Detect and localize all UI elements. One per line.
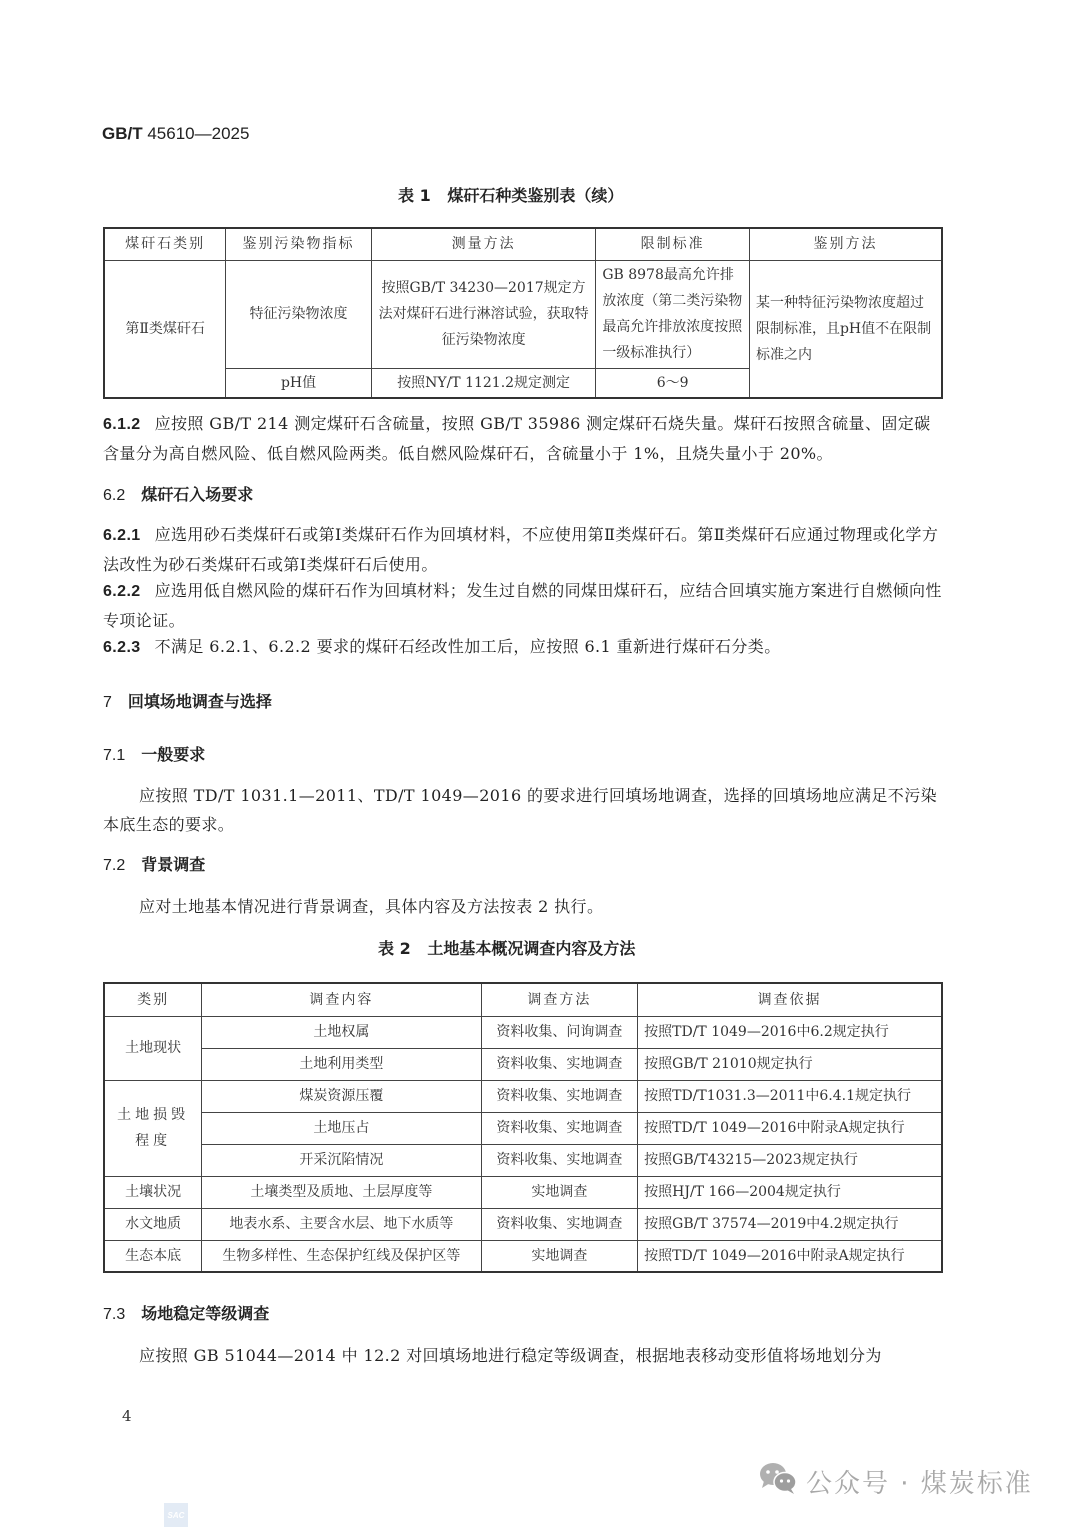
section-title: 回填场地调查与选择 [127, 692, 272, 711]
section-6-2-heading [103, 482, 253, 505]
table1-indicator: pH值 [226, 368, 372, 398]
section-title: 一般要求 [141, 745, 206, 764]
clause-number: 6.2.2 [103, 583, 141, 600]
table2-header: 调查内容 [202, 983, 481, 1016]
table2-basis: 按照GB/T 21010规定执行 [638, 1048, 942, 1080]
table2-method: 资料收集、问询调查 [481, 1016, 638, 1048]
section-7-heading [103, 689, 272, 712]
paragraph-7-1: 应按照 TD/T 1031.1—2011、TD/T 1049—2016 的要求进行回填场地调查，选择的回填场地应满足不污染本底生态的要求。 [103, 786, 938, 834]
table2-header-row [104, 983, 942, 1016]
table2-basis: 按照TD/T 1049—2016中6.2规定执行 [638, 1016, 942, 1048]
table2-method: 实地调查 [481, 1176, 638, 1208]
table-row [104, 1112, 942, 1144]
clause-number: 6.1.2 [103, 416, 141, 433]
table2-header: 调查依据 [638, 983, 942, 1016]
table2-basis: 按照HJ/T 166—2004规定执行 [638, 1176, 942, 1208]
clause-text: 应按照 GB/T 214 测定煤矸石含硫量，按照 GB/T 35986 测定煤矸石烧失量。煤矸石按照含硫量、固定碳含量分为高自燃风险、低自燃风险两类。低自燃风险煤矸石，含硫量小于 1%，且烧失量小于 20%。 [103, 414, 931, 463]
table2-category: 土地现状 [104, 1016, 202, 1080]
table-row [104, 1144, 942, 1176]
table2-basis: 按照GB/T 37574—2019中4.2规定执行 [638, 1208, 942, 1240]
table2-caption: 表 2 土地基本概况调查内容及方法 [378, 939, 636, 958]
table2-category: 生态本底 [104, 1240, 202, 1272]
table2 [103, 982, 943, 1273]
wechat-icon [758, 1461, 798, 1502]
table1-header: 限制标准 [596, 228, 750, 260]
table-row [104, 1240, 942, 1272]
table2-method: 资料收集、实地调查 [481, 1080, 638, 1112]
table2-category: 水文地质 [104, 1208, 202, 1240]
table2-header: 类别 [104, 983, 202, 1016]
table-row [104, 260, 942, 368]
table2-header: 调查方法 [481, 983, 638, 1016]
clause-6-2-2 [103, 576, 943, 635]
table1-header: 鉴别污染物指标 [226, 228, 372, 260]
section-number: 7 [103, 694, 112, 711]
table1-method: 按照GB/T 34230—2017规定方法对煤矸石进行淋溶试验，获取特征污染物浓度 [371, 260, 595, 368]
standard-prefix: GB/T [102, 124, 143, 143]
table2-basis: 按照TD/T 1049—2016中附录A规定执行 [638, 1112, 942, 1144]
table2-method: 资料收集、实地调查 [481, 1144, 638, 1176]
section-title: 背景调查 [141, 855, 206, 874]
clause-text: 应选用砂石类煤矸石或第Ⅰ类煤矸石作为回填材料，不应使用第Ⅱ类煤矸石。第Ⅱ类煤矸石应通过物理或化学方法改性为砂石类煤矸石或第Ⅰ类煤矸石后使用。 [103, 525, 939, 574]
section-7-3-heading [103, 1301, 269, 1324]
standard-number: 45610—2025 [147, 124, 250, 143]
table1-header-row [104, 228, 942, 260]
table2-category: 土壤状况 [104, 1176, 202, 1208]
table1-limit: 6～9 [596, 368, 750, 398]
table2-content: 煤炭资源压覆 [202, 1080, 481, 1112]
table1-category: 第Ⅱ类煤矸石 [104, 260, 226, 398]
clause-text: 应选用低自燃风险的煤矸石作为回填材料；发生过自燃的同煤田煤矸石，应结合回填实施方案进行自燃倾向性专项论证。 [103, 581, 942, 630]
table2-basis: 按照TD/T1031.3—2011中6.4.1规定执行 [638, 1080, 942, 1112]
table2-content: 土壤类型及质地、土层厚度等 [202, 1176, 481, 1208]
table2-content: 开采沉陷情况 [202, 1144, 481, 1176]
table2-method: 资料收集、实地调查 [481, 1112, 638, 1144]
section-number: 6.2 [103, 487, 126, 504]
table2-content: 土地权属 [202, 1016, 481, 1048]
paragraph-7-3: 应按照 GB 51044—2014 中 12.2 对回填场地进行稳定等级调查，根据地表移动变形值将场地划分为 [139, 1346, 882, 1365]
clause-number: 6.2.3 [103, 639, 141, 656]
sac-logo: SAC [164, 1503, 188, 1527]
table1-caption: 表 1 煤矸石种类鉴别表（续） [398, 186, 624, 205]
clause-number: 6.2.1 [103, 527, 141, 544]
section-number: 7.1 [103, 747, 126, 764]
table2-category: 土地损毁程度 [104, 1080, 202, 1176]
table-row [104, 1080, 942, 1112]
section-title: 场地稳定等级调查 [141, 1304, 270, 1323]
clause-6-2-1 [103, 520, 943, 579]
table1 [103, 227, 943, 399]
section-number: 7.2 [103, 857, 126, 874]
table2-method: 资料收集、实地调查 [481, 1208, 638, 1240]
table1-limit: GB 8978最高允许排放浓度（第二类污染物最高允许排放浓度按照一级标准执行） [596, 260, 750, 368]
section-number: 7.3 [103, 1306, 126, 1323]
table1-header: 鉴别方法 [749, 228, 942, 260]
section-7-1-heading [103, 742, 205, 765]
clause-text: 不满足 6.2.1、6.2.2 要求的煤矸石经改性加工后，应按照 6.1 重新进行煤矸石分类。 [154, 637, 781, 656]
table2-content: 土地利用类型 [202, 1048, 481, 1080]
table2-content: 土地压占 [202, 1112, 481, 1144]
table-row [104, 1208, 942, 1240]
page-number: 4 [122, 1407, 132, 1425]
table1-header: 测量方法 [371, 228, 595, 260]
table2-content: 地表水系、主要含水层、地下水质等 [202, 1208, 481, 1240]
paragraph-7-2: 应对土地基本情况进行背景调查，具体内容及方法按表 2 执行。 [139, 897, 604, 916]
table2-basis: 按照TD/T 1049—2016中附录A规定执行 [638, 1240, 942, 1272]
table2-method: 资料收集、实地调查 [481, 1048, 638, 1080]
watermark-text: 公众号 · 煤炭标准 [806, 1469, 1033, 1499]
clause-6-2-3 [103, 632, 943, 662]
table2-method: 实地调查 [481, 1240, 638, 1272]
table2-content: 生物多样性、生态保护红线及保护区等 [202, 1240, 481, 1272]
table1-method: 按照NY/T 1121.2规定测定 [371, 368, 595, 398]
table1-judgement: 某一种特征污染物浓度超过限制标准，且pH值不在限制标准之内 [749, 260, 942, 398]
section-7-2-heading [103, 852, 205, 875]
table1-header: 煤矸石类别 [104, 228, 226, 260]
table2-basis: 按照GB/T43215—2023规定执行 [638, 1144, 942, 1176]
standard-header [102, 124, 249, 144]
table-row [104, 1048, 942, 1080]
watermark [758, 1461, 1033, 1502]
table-row [104, 1176, 942, 1208]
section-title: 煤矸石入场要求 [141, 485, 254, 504]
table1-indicator: 特征污染物浓度 [226, 260, 372, 368]
clause-6-1-2 [103, 409, 943, 468]
table-row [104, 1016, 942, 1048]
